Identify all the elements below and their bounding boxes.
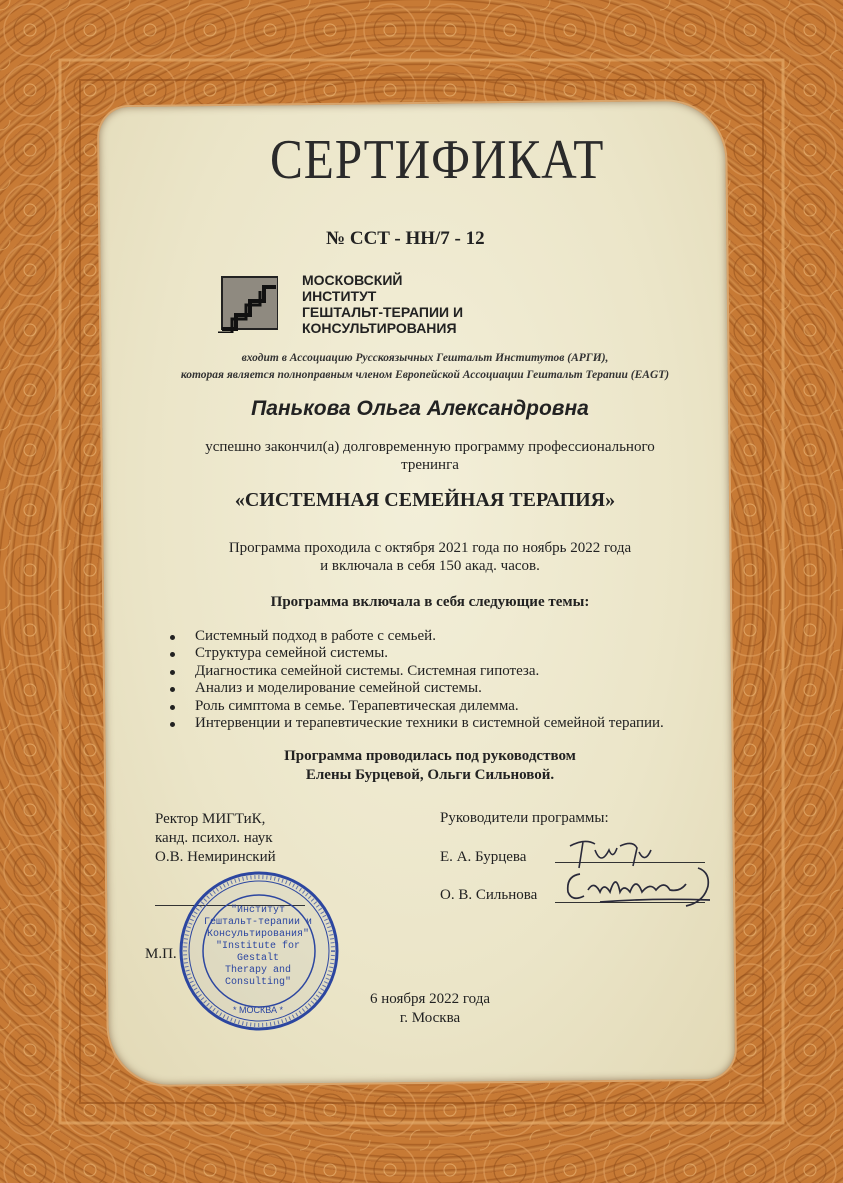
institute-logo-icon	[218, 273, 278, 333]
leader1-name: Е. А. Бурцева	[440, 849, 527, 865]
topic-text: Системный подход в работе с семьей.	[195, 628, 436, 644]
seal-city: * МОСКВА *	[233, 1005, 283, 1015]
list-item	[170, 680, 664, 697]
seal-line: Консультирования"	[206, 929, 310, 940]
bullet-icon	[170, 722, 175, 727]
topic-text: Анализ и моделирование семейной системы.	[195, 680, 482, 697]
association-line: которая является полноправным членом Европейской Ассоциации Гештальт Терапии (EAGT)	[180, 369, 670, 381]
seal-line: "Institute for Gestalt	[215, 941, 300, 964]
bullet-icon	[170, 705, 175, 710]
institute-line: МОСКОВСКИЙ	[302, 272, 403, 288]
issue-block	[300, 990, 560, 1028]
rector-title: Ректор МИГТиК,	[155, 811, 266, 827]
rector-block	[155, 810, 276, 867]
bullet-icon	[170, 687, 175, 692]
seal-line: Гештальт-терапии и	[203, 917, 313, 928]
program-title: «СИСТЕМНАЯ СЕМЕЙНАЯ ТЕРАПИЯ»	[234, 489, 616, 511]
institute-name	[302, 272, 463, 336]
seal-line: Therapy and	[224, 965, 291, 976]
period-line: и включала в себя 150 акад. часов.	[320, 558, 540, 574]
issue-city: г. Москва	[399, 1010, 461, 1026]
association-text	[140, 350, 710, 384]
certificate-number: № CCT - НН/7 - 12	[326, 228, 485, 249]
list-item	[170, 663, 664, 680]
leaders-line: Елены Бурцевой, Ольги Сильновой.	[305, 767, 555, 783]
bullet-icon	[170, 670, 175, 675]
topic-text: Интервенции и терапевтические техники в системной семейной терапии.	[195, 715, 664, 732]
rector-name: О.В. Немиринский	[155, 849, 276, 865]
seal-line: "Институт	[230, 905, 285, 916]
topics-list	[170, 628, 664, 732]
recipient-name: Панькова Ольга Александровна	[251, 397, 589, 420]
association-line: входит в Ассоциацию Русскоязычных Гештальт Институтов (АРГИ),	[241, 352, 609, 364]
period-line: Программа проходила с октября 2021 года по ноябрь 2022 года	[228, 540, 632, 556]
completion-line: тренинга	[401, 457, 459, 473]
institute-line: ИНСТИТУТ	[302, 288, 377, 304]
bullet-icon	[170, 635, 175, 640]
topics-heading: Программа включала в себя следующие темы:	[270, 594, 590, 610]
leaders-heading: Руководители программы:	[440, 810, 609, 826]
list-item	[170, 715, 664, 732]
certificate-title: СЕРТИФИКАТ	[270, 129, 605, 191]
topic-text: Роль симптома в семье. Терапевтическая дилемма.	[195, 697, 519, 714]
leaders-line: Программа проводилась под руководством	[284, 748, 576, 764]
leader2-signature-icon	[560, 862, 725, 912]
seal-line: Consulting"	[224, 977, 291, 988]
seal-place-label: М.П.	[145, 946, 177, 962]
seal-text	[203, 905, 313, 989]
leader2-name: О. В. Сильнова	[440, 887, 538, 903]
rector-degree: канд. психол. наук	[155, 830, 273, 846]
institute-line: КОНСУЛЬТИРОВАНИЯ	[302, 320, 457, 336]
list-item	[170, 698, 664, 715]
institute-line: ГЕШТАЛЬТ-ТЕРАПИИ И	[302, 304, 464, 320]
program-leaders-text	[150, 747, 710, 785]
completion-line: успешно закончил(а) долговременную программу профессионального	[205, 439, 655, 455]
list-item	[170, 628, 664, 645]
program-period	[150, 539, 710, 575]
topic-text: Структура семейной системы.	[195, 645, 389, 662]
list-item	[170, 645, 664, 662]
completion-text	[150, 438, 710, 474]
bullet-icon	[170, 652, 175, 657]
topic-text: Диагностика семейной системы. Системная гипотеза.	[195, 662, 540, 679]
issue-date: 6 ноября 2022 года	[369, 991, 491, 1007]
